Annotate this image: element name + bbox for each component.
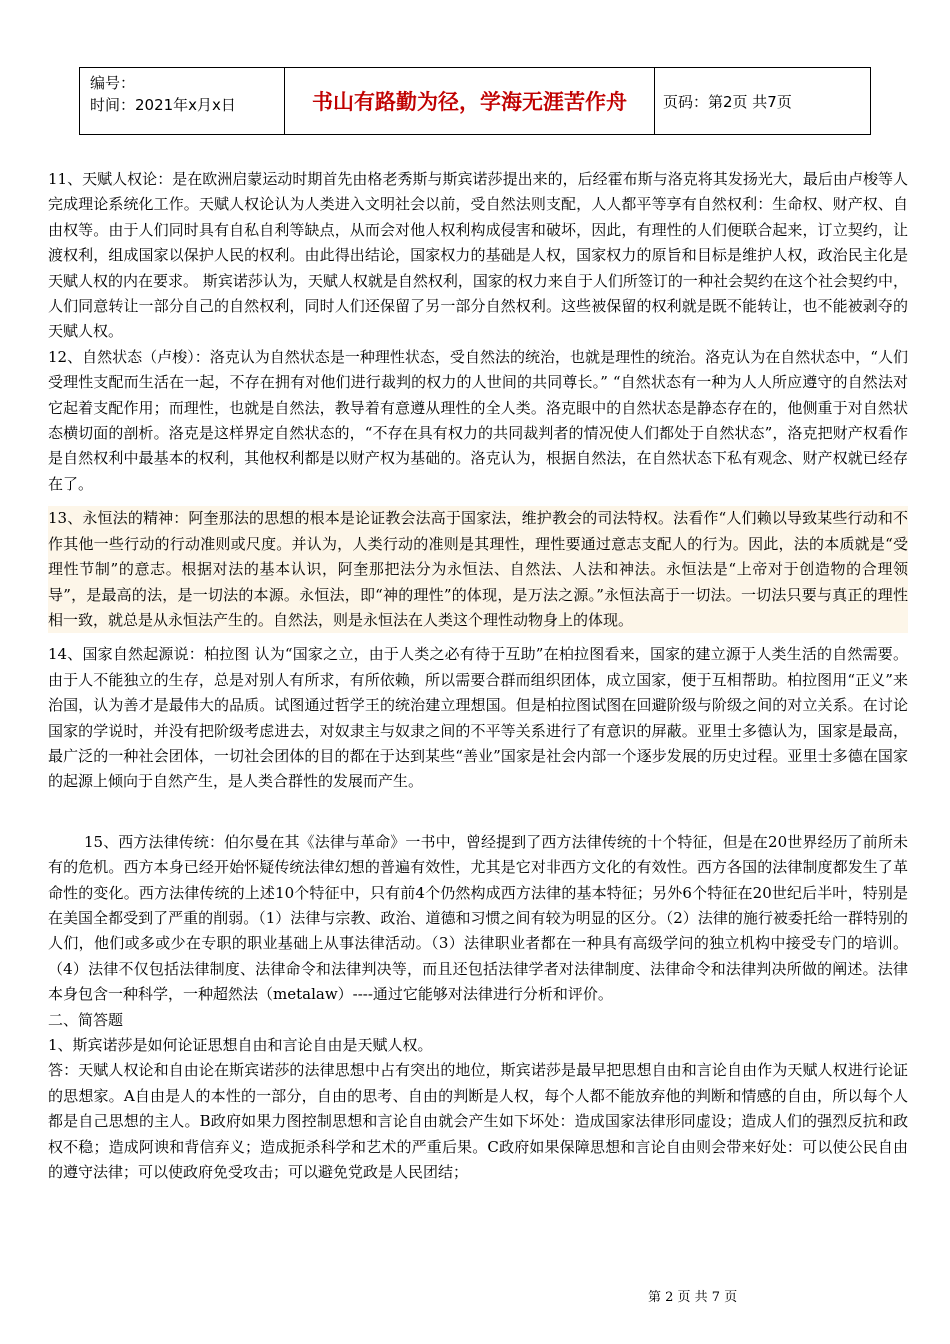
paragraph-11: 11、天赋人权论：是在欧洲启蒙运动时期首先由格老秀斯与斯宾诺莎提出来的，后经霍布斯与洛克将其发扬光大，最后由卢梭等人完成理论系统化工作。天赋人权论认为人类进入文明社会以前，受自然法则支配，人人都平等享有自然权利：生命权、财产权、自由权等。由于人们同时具有自私自利等缺点，从而会对他人权利构成侵害和破坏，因此，有理性的人们便联合起来，订立契约，让渡权利，组成国家以保护人民的权利。由此得出结论，国家权力的基础是人权，国家权力的原旨和目标是维护人权，政治民主化是天赋人权的内在要求。 斯宾诺莎认为，天赋人权就是自然权利，国家的权力来自于人们所签订的一种社会契约在这个社会契约中，人们同意转让一部分自己的自然权利，同时人们还保留了另一部分自然权利。这些被保留的权利就是既不能转让，也不能被剥夺的天赋人权。: [48, 170, 908, 341]
paragraph-12: 12、自然状态（卢梭）：洛克认为自然状态是一种理性状态，受自然法的统治，也就是理性的统治。洛克认为在自然状态中，“人们受理性支配而生活在一起，不存在拥有对他们进行裁判的权力的人世间的共同尊长。” “自然状态有一种为人人所应遵守的自然法对它起着支配作用；而理性，也就是自然法，教导着有意遵从理性的全人类。洛克眼中的自然状态是静态存在的，他侧重于对自然状态横切面的剖析。洛克是这样界定自然状态的，“不存在具有权力的共同裁判者的情况使人们都处于自然状态”，洛克把财产权看作是自然权利中最基本的权利，其他权利都是以财产权为基础的。洛克认为，根据自然法，在自然状态下私有观念、财产权就已经存在了。: [48, 347, 908, 493]
header-motto: 书山有路勤为径，学海无涯苦作舟: [285, 68, 655, 134]
question-1: 1、斯宾诺莎是如何论证思想自由和言论自由是天赋人权。: [48, 1036, 433, 1054]
paragraph-14: 14、国家自然起源说：柏拉图 认为“国家之立，由于人类之必有待于互助”在柏拉图看来，国家的建立源于人类生活的自然需要。由于人不能独立的生存，总是对别人有所求，有所依赖，所以需要合群而组织团体，成立国家，便于互相帮助。柏拉图用“正义”来治国，认为善才是最伟大的品质。试图通过哲学王的统治建立理想国。但是柏拉图试图在回避阶级与阶级之间的对立关系。在讨论国家的学说时，并没有把阶级考虑进去，对奴隶主与奴隶之间的不平等关系进行了有意识的屏蔽。亚里士多德认为，国家是最高，最广泛的一种社会团体，一切社会团体的目的都在于达到某些“善业”国家是社会内部一个逐步发展的历史过程。亚里士多德在国家的起源上倾向于自然产生，是人类合群性的发展而产生。: [48, 645, 908, 791]
paragraph-13: 13、永恒法的精神：阿奎那法的思想的根本是论证教会法高于国家法，维护教会的司法特权。法看作“人们赖以导致某些行动和不作其他一些行动的行动准则或尺度。并认为，人类行动的准则是其理性，理性要通过意志支配人的行为。因此，法的本质就是“受理性节制”的意志。根据对法的基本认识，阿奎那把法分为永恒法、自然法、人法和神法。永恒法是“上帝对于创造物的合理领导”，是最高的法，是一切法的本源。永恒法，即“神的理性”的体现，是万法之源。”永恒法高于一切法。一切法只要与真正的理性相一致，就总是从永恒法产生的。自然法，则是永恒法在人类这个理性动物身上的体现。: [48, 506, 908, 633]
header-page-info: 页码：第2页 共7页: [663, 92, 792, 111]
page-header: [79, 67, 871, 135]
answer-1: 答：天赋人权论和自由论在斯宾诺莎的法律思想中占有突出的地位，斯宾诺莎是最早把思想自由和言论自由作为天赋人权进行论证的思想家。A自由是人的本性的一部分，自由的思考、自由的判断是人权，每个人都不能放弃他的判断和情感的自由，所以每个人都是自己思想的主人。B政府如果力图控制思想和言论自由就会产生如下坏处：造成国家法律形同虚设；造成人们的强烈反抗和政权不稳；造成阿谀和背信弃义；造成扼杀科学和艺术的严重后果。C政府如果保障思想和言论自由则会带来好处：可以使公民自由的遵守法律；可以使政府免受攻击；可以避免党政是人民团结；: [48, 1061, 908, 1182]
document-body: [48, 167, 908, 1185]
header-meta: [80, 68, 285, 134]
number-label: 编号：: [90, 74, 136, 92]
page-footer: 第 2 页 共 7 页: [648, 1290, 738, 1305]
paragraph-15: 15、西方法律传统：伯尔曼在其《法律与革命》一书中，曾经提到了西方法律传统的十个特征，但是在20世界经历了前所未有的危机。西方本身已经开始怀疑传统法律幻想的普遍有效性，尤其是它对非西方文化的有效性。西方各国的法律制度都发生了革命性的变化。西方法律传统的上述10个特征中，只有前4个仍然构成西方法律的基本特征；另外6个特征在20世纪后半叶，特别是在美国全都受到了严重的削弱。（1）法律与宗教、政治、道德和习惯之间有较为明显的区分。（2）法律的施行被委托给一群特别的人们，他们或多或少在专职的职业基础上从事法律活动。（3）法律职业者都在一种具有高级学问的独立机构中接受专门的培训。（4）法律不仅包括法律制度、法律命令和法律判决等，而且还包括法律学者对法律制度、法律命令和法律判决所做的阐述。法律本身包含一种科学，一种超然法（metalaw）----通过它能够对法律进行分析和评价。: [48, 832, 908, 1004]
time-label: 时间：2021年x月x日: [90, 96, 236, 114]
section-heading: 二、简答题: [48, 1010, 124, 1029]
